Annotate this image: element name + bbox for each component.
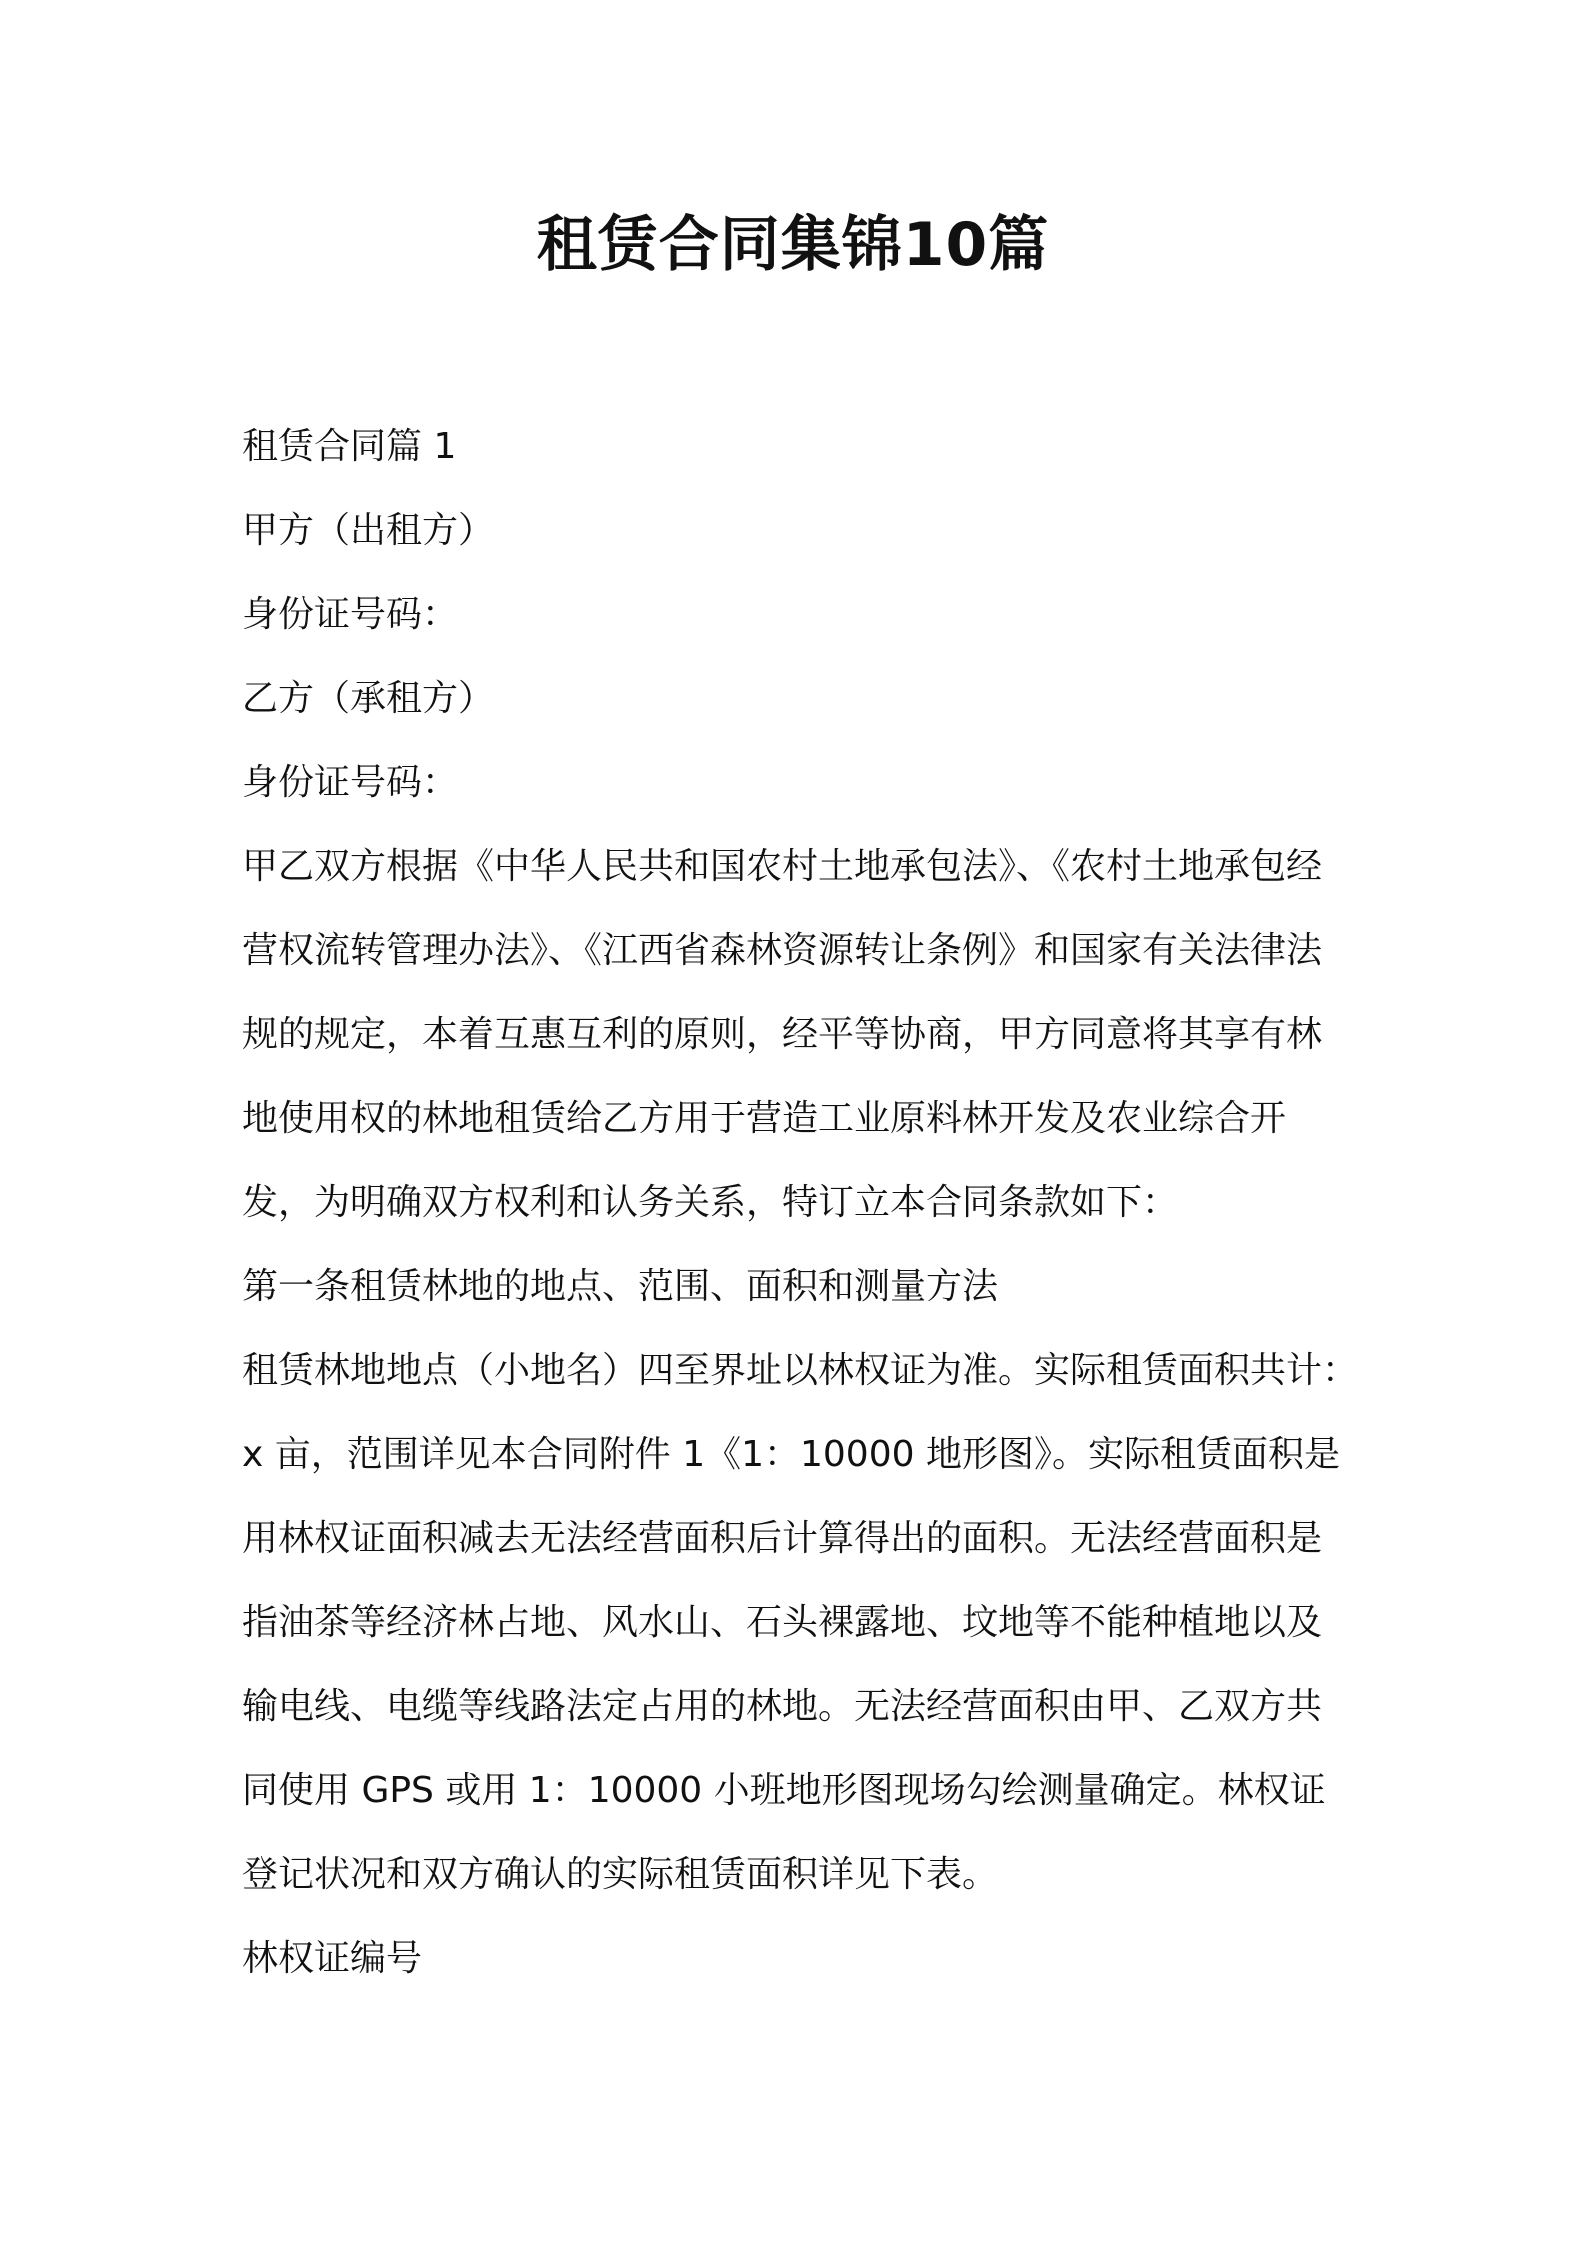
document-body bbox=[242, 405, 1362, 2001]
paragraph-line: 指油茶等经济林占地、风水山、石头裸露地、坟地等不能种植地以及 bbox=[242, 1602, 1323, 1643]
paragraph-line: 地使用权的林地租赁给乙方用于营造工业原料林开发及农业综合开 bbox=[242, 1098, 1287, 1139]
paragraph-line: 登记状况和双方确认的实际租赁面积详见下表。 bbox=[242, 1854, 999, 1895]
forest-certificate-number-label: 林权证编号 bbox=[242, 1938, 423, 1979]
article-heading: 第一条租赁林地的地点、范围、面积和测量方法 bbox=[242, 1266, 999, 1307]
paragraph-line: 同使用 GPS 或用 1：10000 小班地形图现场勾绘测量确定。林权证 bbox=[242, 1770, 1326, 1811]
section-heading: 租赁合同篇 1 bbox=[242, 426, 457, 467]
paragraph-line: 发，为明确双方权利和认务关系，特订立本合同条款如下： bbox=[242, 1182, 1179, 1223]
document-title: 租赁合同集锦10篇 bbox=[536, 210, 1050, 280]
paragraph-line: 租赁林地地点（小地名）四至界址以林权证为准。实际租赁面积共计： bbox=[242, 1350, 1359, 1391]
party-b-label: 乙方（承租方） bbox=[242, 678, 495, 719]
party-b-id-label: 身份证号码： bbox=[242, 762, 459, 803]
paragraph-line: x 亩，范围详见本合同附件 1《1：10000 地形图》。实际租赁面积是 bbox=[242, 1434, 1340, 1475]
paragraph-line: 甲乙双方根据《中华人民共和国农村土地承包法》、《农村土地承包经 bbox=[242, 846, 1323, 887]
party-a-label: 甲方（出租方） bbox=[242, 510, 495, 551]
party-a-id-label: 身份证号码： bbox=[242, 594, 459, 635]
paragraph-line: 输电线、电缆等线路法定占用的林地。无法经营面积由甲、乙双方共 bbox=[242, 1686, 1323, 1727]
paragraph-line: 营权流转管理办法》、《江西省森林资源转让条例》和国家有关法律法 bbox=[242, 930, 1323, 971]
paragraph-line: 用林权证面积减去无法经营面积后计算得出的面积。无法经营面积是 bbox=[242, 1518, 1323, 1559]
paragraph-line: 规的规定，本着互惠互利的原则，经平等协商，甲方同意将其享有林 bbox=[242, 1014, 1323, 1055]
